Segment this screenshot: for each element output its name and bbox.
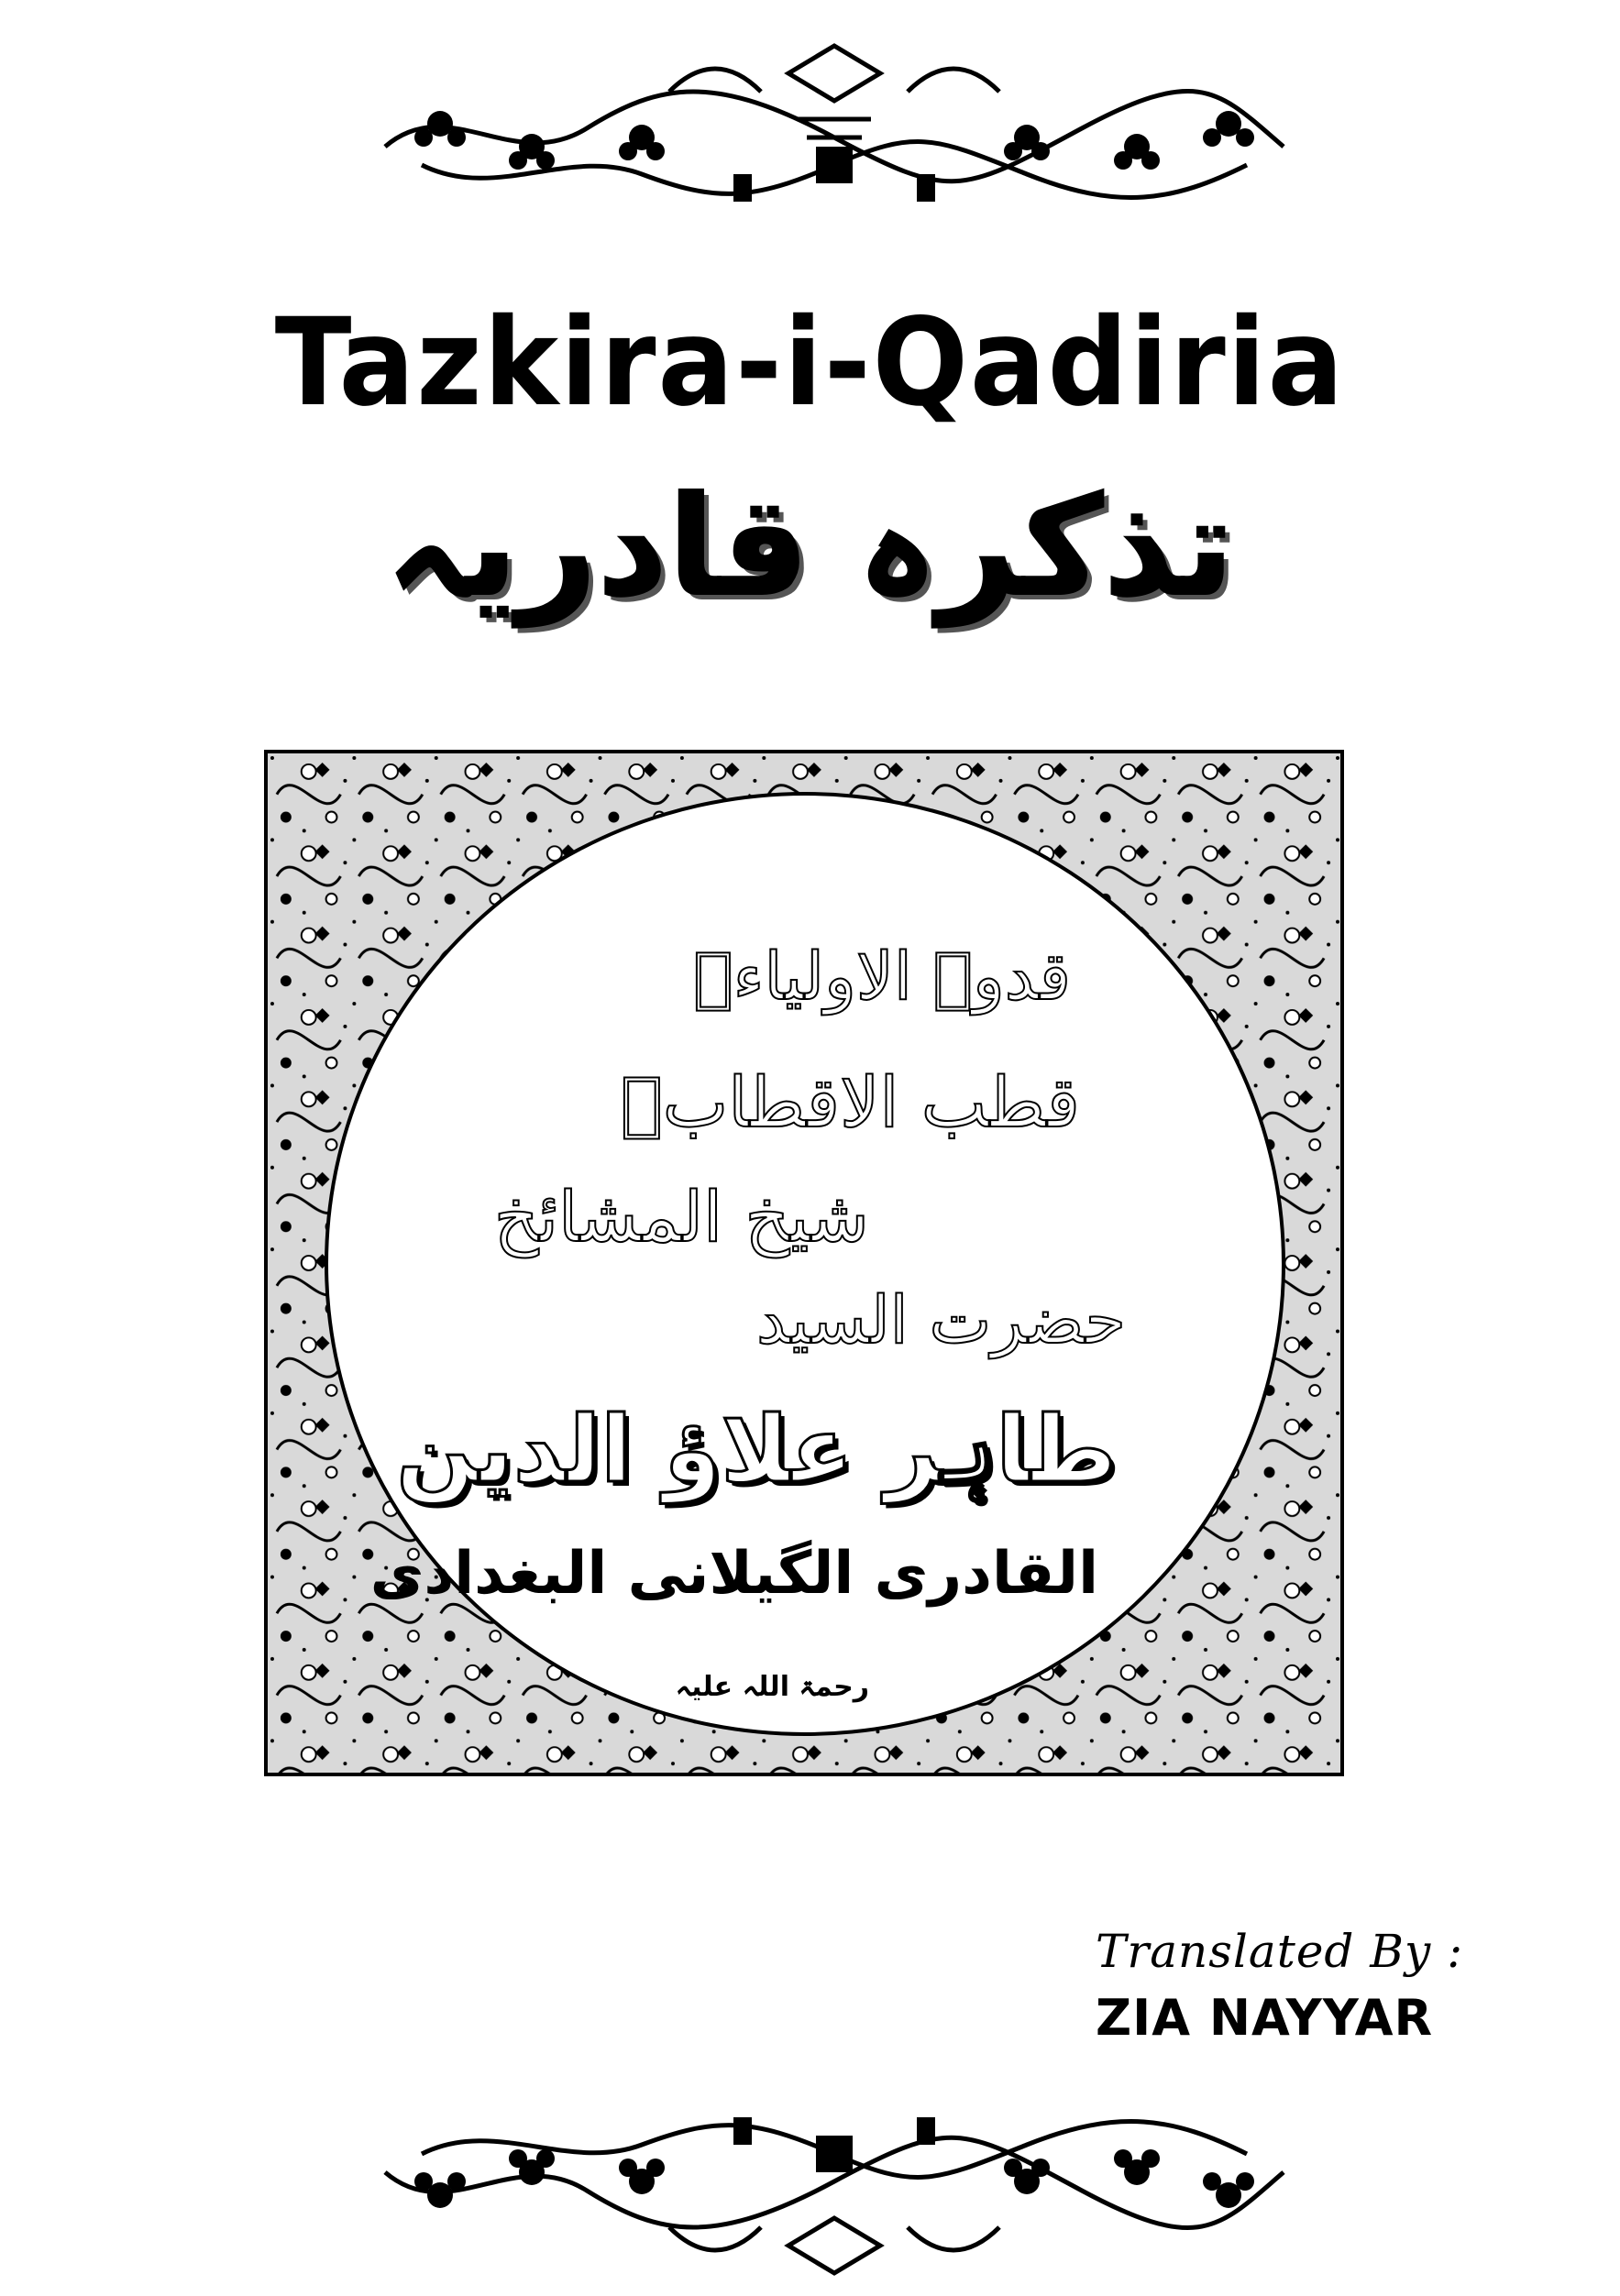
translated-by-label: Translated By : <box>1096 1925 1464 1978</box>
lineage-line: القادری الگیلانی البغدادی <box>369 1540 1098 1608</box>
honorific: حضرت السید <box>755 1281 1126 1358</box>
bottom-floral-ornament-icon <box>367 2099 1302 2282</box>
top-floral-ornament-icon <box>367 37 1302 220</box>
saint-name: طاہر علاؤ الدین <box>396 1396 1117 1503</box>
book-title-english: Tazkira-i-Qadiria <box>274 292 1346 434</box>
translator-name: ZIA NAYYAR <box>1096 1989 1434 2047</box>
epithet-line-3: شیخ المشائخ <box>493 1176 869 1258</box>
ornamental-frame <box>264 750 1344 1776</box>
benediction: رحمۃ اللہ علیہ <box>675 1671 869 1703</box>
book-title-urdu: تذکرہ قادریہ <box>385 467 1235 627</box>
epithet-line-2: قطب الاقطابؒ <box>621 1061 1080 1143</box>
central-medallion <box>325 792 1285 1736</box>
epithet-line-1: قدوۃ الاولیاءؒ <box>693 938 1071 1015</box>
